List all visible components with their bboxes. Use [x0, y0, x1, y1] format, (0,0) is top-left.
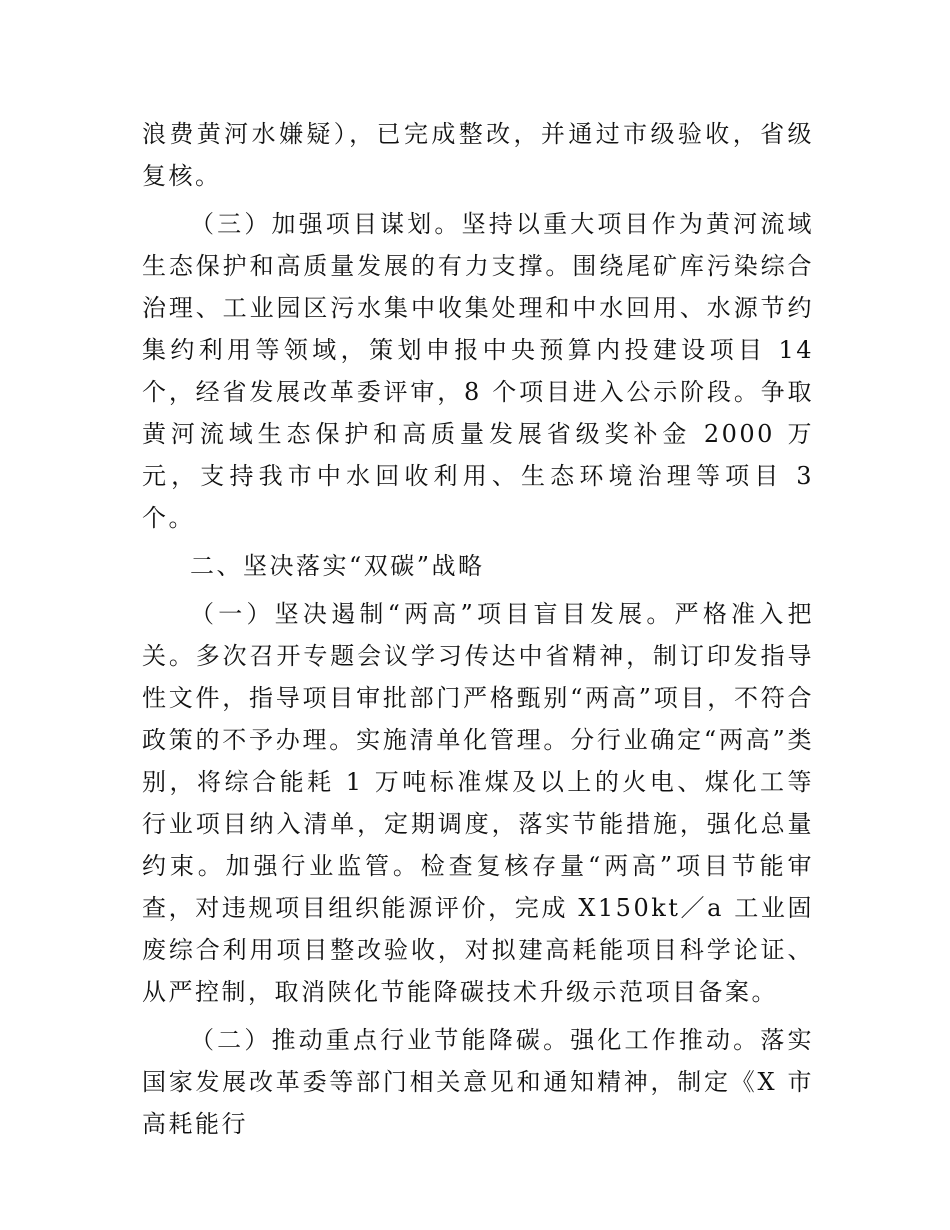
document-body — [142, 113, 814, 1151]
section-heading-dual-carbon: 二、坚决落实“双碳”战略 — [190, 552, 485, 580]
paragraph-curb-two-highs: （一）坚决遏制“两高”项目盲目发展。严格准入把关。多次召开专题会议学习传达中省精神，制订印发指导性文件，指导项目审批部门严格甄别“两高”项目，不符合政策的不予办理。实施清单化管理。分行业确定“两高”类别，将综合能耗 1 万吨标准煤及以上的火电、煤化工等行业项目纳入清单，定期调度，落实节能措施，强化总量约束。加强行业监管。检查复核存量“两高”项目节能审查，对违规项目组织能源评价，完成 X150kt／a 工业固废综合利用项目整改验收，对拟建高耗能项目科学论证、从严控制，取消陕化节能降碳技术升级示范项目备案。 — [142, 600, 814, 1006]
paragraph-energy-saving: （二）推动重点行业节能降碳。强化工作推动。落实国家发展改革委等部门相关意见和通知精神，制定《X 市高耗能行 — [142, 1026, 814, 1138]
paragraph-project-planning: （三）加强项目谋划。坚持以重大项目作为黄河流域生态保护和高质量发展的有力支撑。围绕尾矿库污染综合治理、工业园区污水集中收集处理和中水回用、水源节约集约利用等领域，策划申报中央预算内投建设项目 14 个，经省发展改革委评审，8 个项目进入公示阶段。争取黄河流域生态保护和高质量发展省级奖补金 2000 万元，支持我市中水回收利用、生态环境治理等项目 3 个。 — [142, 210, 814, 532]
paragraph-continuation: 浪费黄河水嫌疑），已完成整改，并通过市级验收，省级复核。 — [142, 120, 814, 190]
